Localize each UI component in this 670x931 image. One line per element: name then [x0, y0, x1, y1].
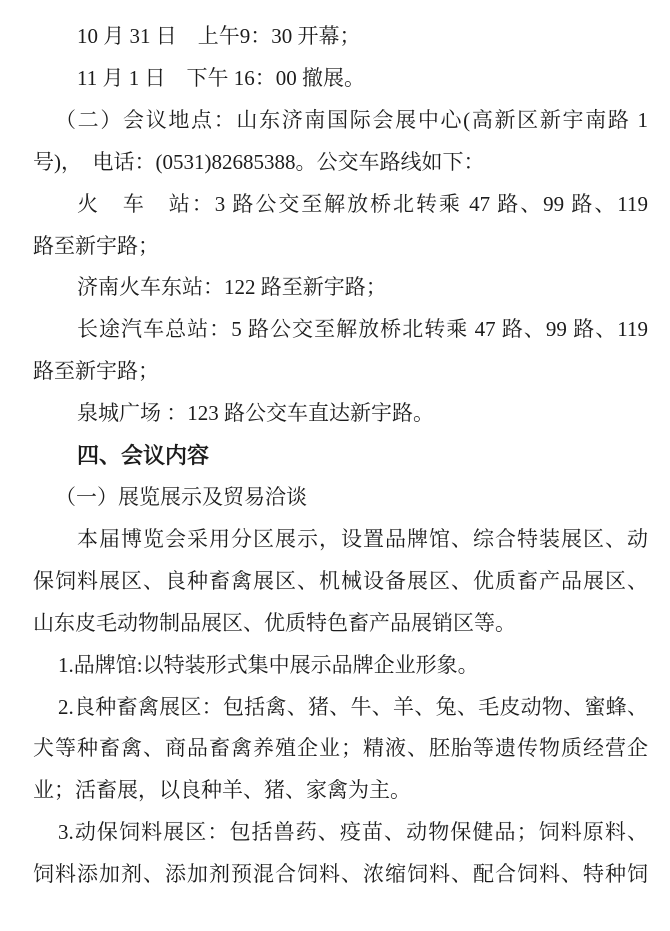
text-line-zones-cont: 保饲料展区、良种畜禽展区、机械设备展区、优质畜产品展区、 [33, 568, 648, 593]
section-heading: 四、会议内容 [77, 443, 210, 469]
text-line-quancheng-square: 泉城广场 ：123 路公交车直达新宇路。 [77, 401, 434, 426]
text-line-route-cont: 路至新宇路； [33, 233, 159, 258]
text-line-opening-time: 10 月 31 日 上午9：30 开幕； [77, 24, 361, 48]
text-line-zones-intro: 本届博览会采用分区展示，设置品牌馆、综合特装展区、动 [77, 526, 648, 551]
text-line-livestock-end: 业；活畜展，以良种羊、猪、家禽为主。 [33, 778, 411, 803]
text-line-livestock-cont: 犬等种畜禽、商品畜禽养殖企业；精液、胚胎等遗传物质经营企 [33, 736, 648, 761]
text-line-zones-end: 山东皮毛动物制品展区、优质特色畜产品展销区等。 [33, 610, 516, 635]
text-line-closing-time: 11 月 1 日 下午 16：00 撤展。 [77, 65, 365, 90]
text-line-route-cont: 路至新宇路； [33, 359, 159, 384]
text-line-venue-phone: 号)， 电话：(0531)82685388。公交车路线如下： [33, 149, 485, 174]
list-item-brand-hall: 1.品牌馆:以特装形式集中展示品牌企业形象。 [58, 652, 479, 677]
text-line-railway-station: 火 车 站：3 路公交至解放桥北转乘 47 路、99 路、119 [77, 191, 648, 216]
subsection-heading: （一）展览展示及贸易洽谈 [55, 484, 307, 509]
list-item-feed-zone: 3.动保饲料展区：包括兽药、疫苗、动物保健品；饲料原料、 [58, 820, 648, 845]
text-line-bus-terminal: 长途汽车总站：5 路公交至解放桥北转乘 47 路、99 路、119 [77, 317, 648, 342]
list-item-livestock-zone: 2.良种畜禽展区：包括禽、猪、牛、羊、兔、毛皮动物、蜜蜂、 [58, 694, 648, 719]
text-line-east-station: 济南火车东站：122 路至新宇路； [77, 275, 387, 300]
text-line-feed-cont: 饲料添加剂、添加剂预混合饲料、浓缩饲料、配合饲料、特种饲 [33, 862, 648, 887]
text-line-venue: （二）会议地点：山东济南国际会展中心(高新区新宇南路 1 [55, 107, 648, 132]
